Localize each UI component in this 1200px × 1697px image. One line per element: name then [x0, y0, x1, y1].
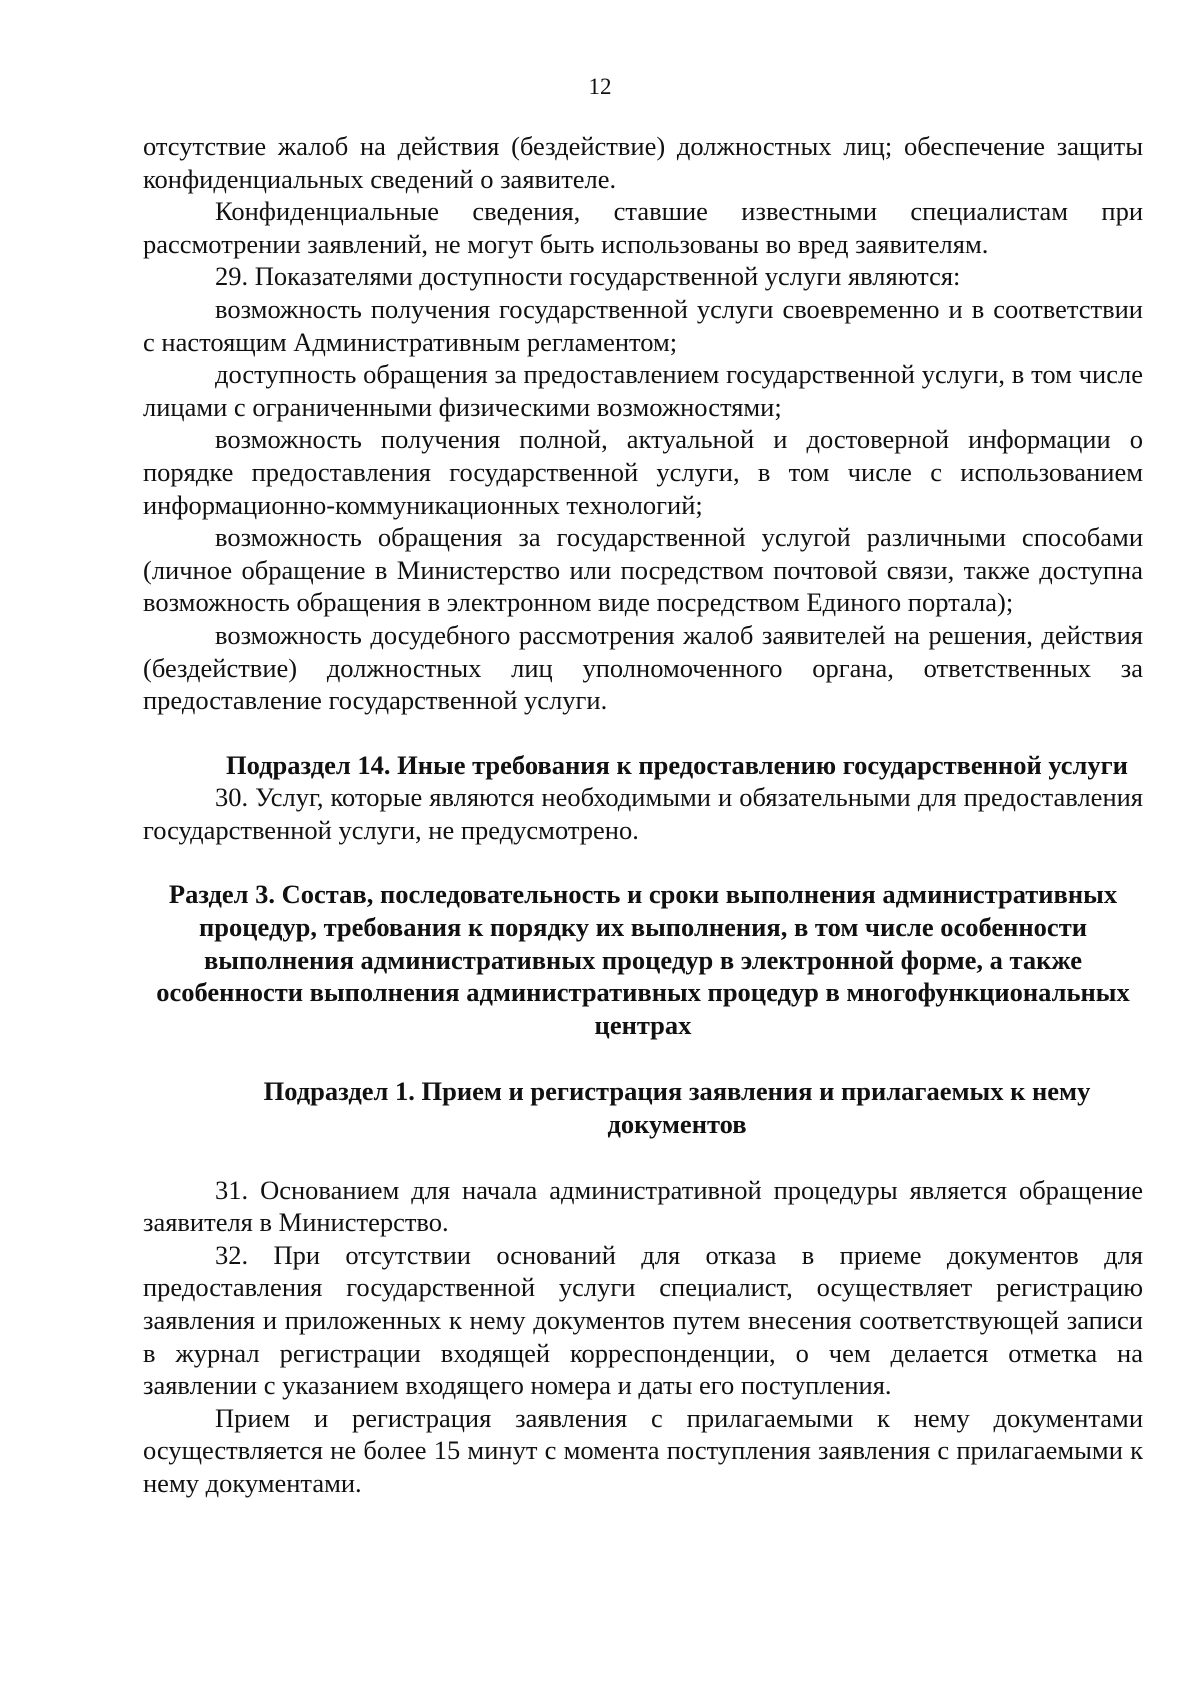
section-3-heading: Раздел 3. Состав, последовательность и сроки выполнения административных процедур, требования к порядку их выполнения, в том числе особенности выполнения административных процедур в электронной форме, а также особенности выполнения административных процедур в многофункциональных центрах [156, 879, 1130, 1040]
paragraph-continuation: отсутствие жалоб на действия (бездействие) должностных лиц; обеспечение защиты конфиденциальных сведений о заявителе. [143, 131, 1143, 194]
paragraph-availability-methods: возможность обращения за государственной услугой различными способами (личное обращение в Министерство или посредством почтовой связи, также доступна возможность обращения в электронном виде посредством Единого портала); [143, 522, 1143, 618]
subsection-1-heading: Подраздел 1. Прием и регистрация заявления и прилагаемых к нему документов [263, 1076, 1091, 1140]
paragraph-30: 30. Услуг, которые являются необходимыми и обязательными для предоставления государственной услуги, не предусмотрено. [143, 782, 1143, 845]
paragraph-availability-appeal: возможность досудебного рассмотрения жалоб заявителей на решения, действия (бездействие) должностных лиц уполномоченного органа, ответственных за предоставление государственной услуги. [143, 619, 1143, 716]
paragraph-29: 29. Показателями доступности государственной услуги являются: [215, 261, 961, 292]
paragraph-31: 31. Основанием для начала административной процедуры является обращение заявителя в Министерство. [143, 1174, 1143, 1238]
paragraph-confidential-info: Конфиденциальные сведения, ставшие известными специалистам при рассмотрении заявлений, не могут быть использованы во вред заявителям. [143, 196, 1143, 259]
document-body [143, 130, 1143, 1500]
paragraph-availability-information: возможность получения полной, актуальной и достоверной информации о порядке предоставления государственной услуги, в том числе с использованием информационно-коммуникационных технологий; [143, 424, 1143, 520]
paragraph-availability-timely: возможность получения государственной услуги своевременно и в соответствии с настоящим Административным регламентом; [143, 293, 1143, 357]
page-number: 12 [588, 74, 612, 99]
paragraph-32: 32. При отсутствии оснований для отказа в приеме документов для предоставления государственной услуги специалист, осуществляет регистрацию заявления и приложенных к нему документов путем внесения соответствующей записи в журнал регистрации входящей корреспонденции, о чем делается отметка на заявлении с указанием входящего номера и даты его поступления. [143, 1239, 1143, 1401]
subsection-14-heading: Подраздел 14. Иные требования к предоставлению государственной услуги [226, 749, 1128, 780]
paragraph-registration-time: Прием и регистрация заявления с прилагаемыми к нему документами осуществляется не более 15 минут с момента поступления заявления с прилагаемыми к нему документами. [143, 1402, 1143, 1498]
paragraph-availability-disabled: доступность обращения за предоставлением государственной услуги, в том числе лицами с ограниченными физическими возможностями; [143, 359, 1143, 422]
